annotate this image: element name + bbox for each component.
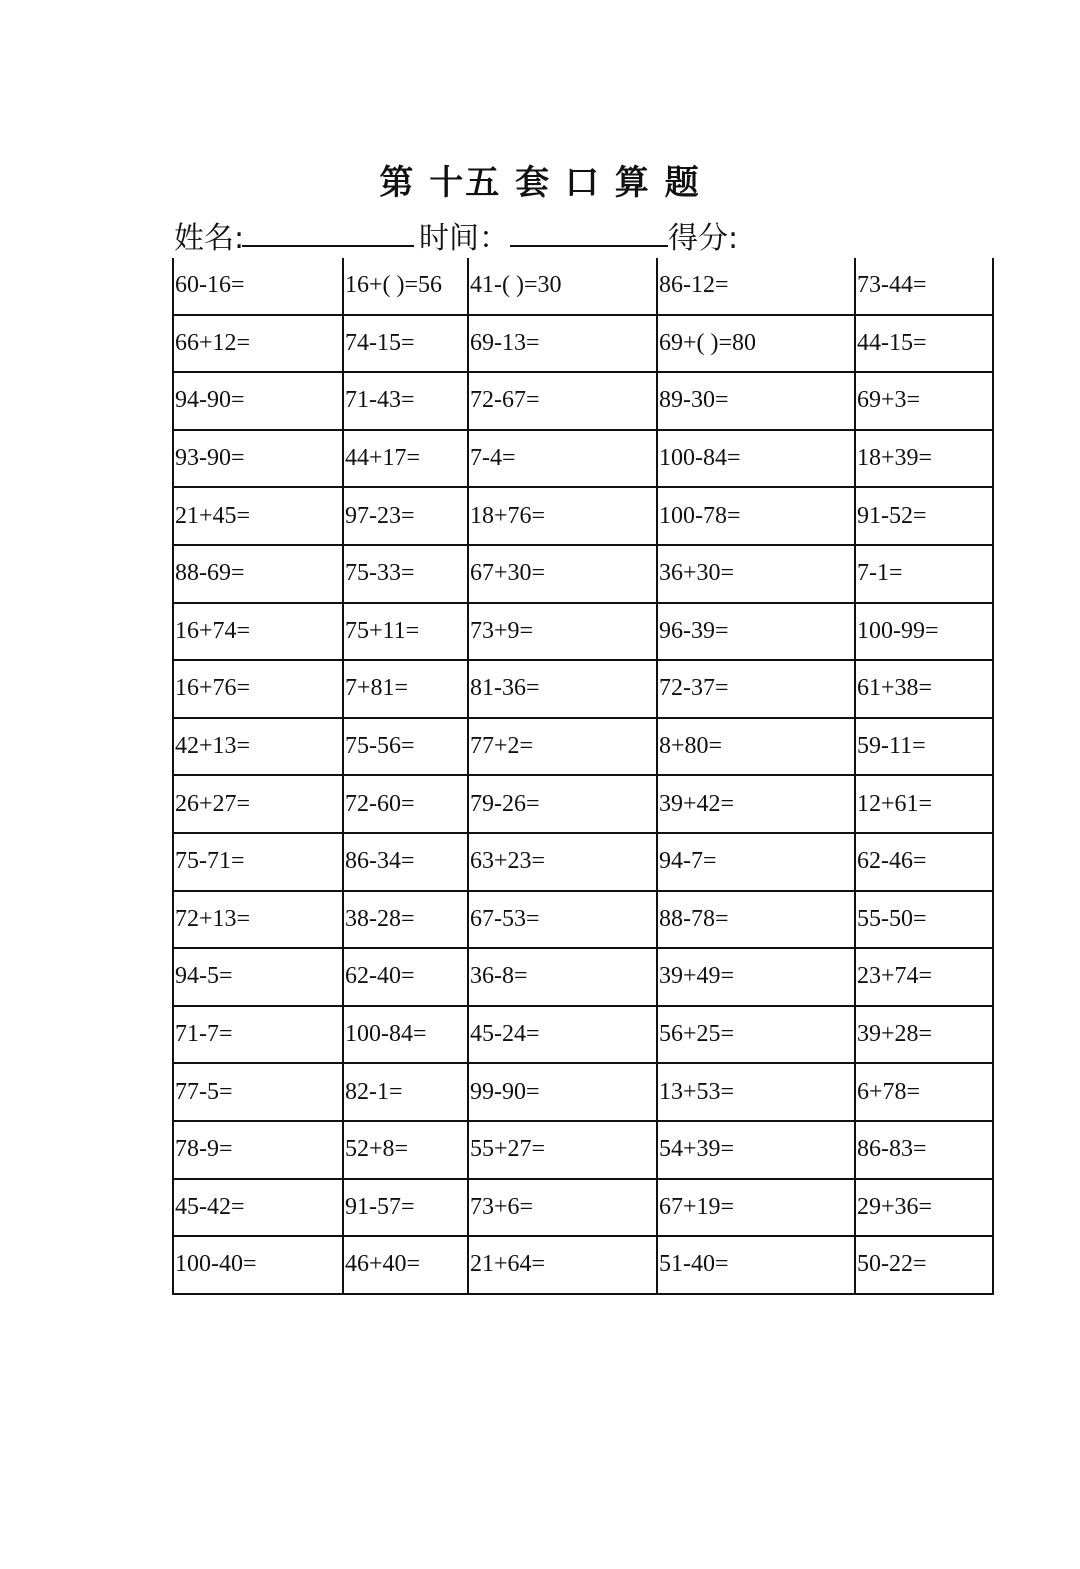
- problem-cell: 62-40=: [343, 948, 468, 1006]
- problem-cell: 100-78=: [657, 487, 855, 545]
- problem-cell: 100-40=: [173, 1236, 343, 1294]
- problem-cell: 71-7=: [173, 1006, 343, 1064]
- problem-cell: 56+25=: [657, 1006, 855, 1064]
- name-blank[interactable]: [242, 245, 414, 247]
- problem-cell: 67+19=: [657, 1179, 855, 1237]
- table-row: [173, 258, 993, 315]
- problem-cell: 6+78=: [855, 1063, 993, 1121]
- problem-cell: 72+13=: [173, 891, 343, 949]
- problem-cell: 94-7=: [657, 833, 855, 891]
- problem-cell: 39+42=: [657, 775, 855, 833]
- problem-cell: 29+36=: [855, 1179, 993, 1237]
- problem-cell: 78-9=: [173, 1121, 343, 1179]
- table-row: [173, 430, 993, 488]
- problem-cell: 16+( )=56: [343, 258, 468, 315]
- problem-cell: 13+53=: [657, 1063, 855, 1121]
- problem-cell: 71-43=: [343, 372, 468, 430]
- problem-cell: 86-83=: [855, 1121, 993, 1179]
- score-label: 得分:: [668, 221, 739, 256]
- problem-cell: 100-84=: [343, 1006, 468, 1064]
- problem-cell: 39+49=: [657, 948, 855, 1006]
- problem-cell: 23+74=: [855, 948, 993, 1006]
- problem-cell: 16+76=: [173, 660, 343, 718]
- problem-cell: 62-46=: [855, 833, 993, 891]
- problem-cell: 72-37=: [657, 660, 855, 718]
- table-row: [173, 603, 993, 661]
- table-row: [173, 1236, 993, 1294]
- table-row: [173, 891, 993, 949]
- problem-cell: 45-24=: [468, 1006, 657, 1064]
- problem-cell: 8+80=: [657, 718, 855, 776]
- problem-cell: 7-4=: [468, 430, 657, 488]
- problem-cell: 59-11=: [855, 718, 993, 776]
- table-row: [173, 660, 993, 718]
- problem-cell: 77+2=: [468, 718, 657, 776]
- problem-cell: 81-36=: [468, 660, 657, 718]
- problem-cell: 75-56=: [343, 718, 468, 776]
- problem-cell: 54+39=: [657, 1121, 855, 1179]
- problem-cell: 39+28=: [855, 1006, 993, 1064]
- problem-cell: 67+30=: [468, 545, 657, 603]
- problem-cell: 69+( )=80: [657, 315, 855, 373]
- problem-cell: 93-90=: [173, 430, 343, 488]
- problem-cell: 77-5=: [173, 1063, 343, 1121]
- problem-cell: 50-22=: [855, 1236, 993, 1294]
- problem-cell: 52+8=: [343, 1121, 468, 1179]
- problem-cell: 75-33=: [343, 545, 468, 603]
- problem-cell: 21+64=: [468, 1236, 657, 1294]
- problem-cell: 38-28=: [343, 891, 468, 949]
- problem-cell: 74-15=: [343, 315, 468, 373]
- table-row: [173, 1179, 993, 1237]
- problem-cell: 89-30=: [657, 372, 855, 430]
- problem-cell: 94-90=: [173, 372, 343, 430]
- problem-cell: 12+61=: [855, 775, 993, 833]
- problem-cell: 66+12=: [173, 315, 343, 373]
- problem-cell: 18+39=: [855, 430, 993, 488]
- problem-cell: 86-12=: [657, 258, 855, 315]
- problem-cell: 72-67=: [468, 372, 657, 430]
- problem-cell: 97-23=: [343, 487, 468, 545]
- problem-cell: 73+6=: [468, 1179, 657, 1237]
- problem-cell: 36-8=: [468, 948, 657, 1006]
- problem-cell: 86-34=: [343, 833, 468, 891]
- table-row: [173, 545, 993, 603]
- problem-cell: 16+74=: [173, 603, 343, 661]
- problem-cell: 42+13=: [173, 718, 343, 776]
- problem-cell: 72-60=: [343, 775, 468, 833]
- problem-cell: 82-1=: [343, 1063, 468, 1121]
- problem-cell: 55+27=: [468, 1121, 657, 1179]
- worksheet-title: 第 十五 套 口 算 题: [379, 163, 701, 203]
- problem-cell: 75-71=: [173, 833, 343, 891]
- problem-cell: 36+30=: [657, 545, 855, 603]
- problem-cell: 100-99=: [855, 603, 993, 661]
- problem-cell: 79-26=: [468, 775, 657, 833]
- problems-table: [172, 258, 994, 1295]
- problem-cell: 67-53=: [468, 891, 657, 949]
- problem-cell: 94-5=: [173, 948, 343, 1006]
- problem-cell: 73-44=: [855, 258, 993, 315]
- table-row: [173, 948, 993, 1006]
- problem-cell: 7-1=: [855, 545, 993, 603]
- table-row: [173, 775, 993, 833]
- problem-cell: 44-15=: [855, 315, 993, 373]
- problem-cell: 96-39=: [657, 603, 855, 661]
- problem-cell: 26+27=: [173, 775, 343, 833]
- problem-cell: 55-50=: [855, 891, 993, 949]
- table-row: [173, 1006, 993, 1064]
- time-blank[interactable]: [510, 245, 668, 247]
- problem-cell: 44+17=: [343, 430, 468, 488]
- problem-cell: 91-52=: [855, 487, 993, 545]
- table-row: [173, 718, 993, 776]
- problem-cell: 75+11=: [343, 603, 468, 661]
- problem-cell: 7+81=: [343, 660, 468, 718]
- problem-cell: 45-42=: [173, 1179, 343, 1237]
- table-row: [173, 1121, 993, 1179]
- problem-cell: 61+38=: [855, 660, 993, 718]
- problem-cell: 100-84=: [657, 430, 855, 488]
- problem-cell: 73+9=: [468, 603, 657, 661]
- table-row: [173, 1063, 993, 1121]
- problem-cell: 51-40=: [657, 1236, 855, 1294]
- table-row: [173, 315, 993, 373]
- problem-cell: 41-( )=30: [468, 258, 657, 315]
- problem-cell: 99-90=: [468, 1063, 657, 1121]
- problem-cell: 88-78=: [657, 891, 855, 949]
- table-row: [173, 487, 993, 545]
- table-row: [173, 372, 993, 430]
- problem-cell: 63+23=: [468, 833, 657, 891]
- problem-cell: 88-69=: [173, 545, 343, 603]
- problem-cell: 69+3=: [855, 372, 993, 430]
- problem-cell: 91-57=: [343, 1179, 468, 1237]
- name-label: 姓名:: [174, 221, 245, 256]
- table-row: [173, 833, 993, 891]
- problem-cell: 21+45=: [173, 487, 343, 545]
- problem-cell: 18+76=: [468, 487, 657, 545]
- problem-cell: 46+40=: [343, 1236, 468, 1294]
- problem-cell: 60-16=: [173, 258, 343, 315]
- time-label: 时间：: [419, 221, 509, 256]
- problem-cell: 69-13=: [468, 315, 657, 373]
